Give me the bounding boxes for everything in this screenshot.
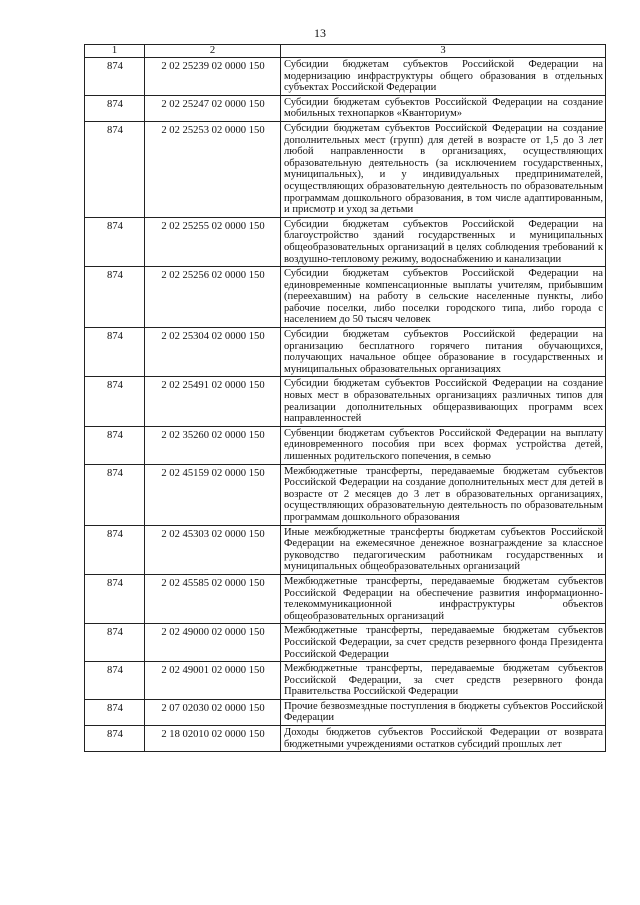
budget-code-cell: 2 02 49001 02 0000 150: [145, 662, 281, 700]
table-row: [85, 662, 606, 700]
budget-code-cell: 2 02 25491 02 0000 150: [145, 377, 281, 426]
column-header-2: 2: [145, 45, 281, 58]
admin-code-cell: 874: [85, 699, 145, 725]
table-row: [85, 624, 606, 662]
admin-code-cell: 874: [85, 328, 145, 377]
budget-code-cell: 2 02 45303 02 0000 150: [145, 525, 281, 574]
table-row: [85, 464, 606, 525]
admin-code-cell: 874: [85, 95, 145, 121]
column-header-3: 3: [281, 45, 606, 58]
revenue-codes-table: [84, 44, 606, 752]
table-row: [85, 121, 606, 217]
budget-code-cell: 2 02 25239 02 0000 150: [145, 58, 281, 96]
revenue-name-cell: Доходы бюджетов субъектов Российской Федерации от возврата бюджетными учреждениями остатков субсидий прошлых лет: [281, 726, 606, 752]
revenue-name-cell: Субсидии бюджетам субъектов Российской Федерации на создание мобильных технопарков «Кванториум»: [281, 95, 606, 121]
budget-code-cell: 2 02 25247 02 0000 150: [145, 95, 281, 121]
budget-code-cell: 2 02 49000 02 0000 150: [145, 624, 281, 662]
revenue-name-cell: Межбюджетные трансферты, передаваемые бюджетам субъектов Российской Федерации, за счет средств резервного фонда Президента Российской Федерации: [281, 624, 606, 662]
table-row: [85, 574, 606, 623]
revenue-name-cell: Субсидии бюджетам субъектов Российской Федерации на благоустройство зданий государственных и муниципальных общеобразовательных организаций в целях соблюдения требований к воздушно-тепловому режиму, водоснабжению и канализации: [281, 217, 606, 266]
table-row: [85, 95, 606, 121]
revenue-name-cell: Субсидии бюджетам субъектов Российской Федерации на модернизацию инфраструктуры общего образования в отдельных субъектах Российской Федерации: [281, 58, 606, 96]
budget-code-cell: 2 02 25304 02 0000 150: [145, 328, 281, 377]
admin-code-cell: 874: [85, 121, 145, 217]
table-row: [85, 726, 606, 752]
admin-code-cell: 874: [85, 267, 145, 328]
budget-code-cell: 2 02 35260 02 0000 150: [145, 426, 281, 464]
table-row: [85, 699, 606, 725]
admin-code-cell: 874: [85, 58, 145, 96]
revenue-name-cell: Межбюджетные трансферты, передаваемые бюджетам субъектов Российской Федерации на создание дополнительных мест для детей в возрасте от 2 месяцев до 3 лет в образовательных организациях, осуществляющих образовательную деятельность по образовательным программам дошкольного образования: [281, 464, 606, 525]
revenue-name-cell: Субсидии бюджетам субъектов Российской Федерации на единовременные компенсационные выплаты учителям, прибывшим (переехавшим) на работу в сельские населенные пункты, либо рабочие поселки, либо поселки городского типа, либо города с населением до 50 тысяч человек: [281, 267, 606, 328]
admin-code-cell: 874: [85, 464, 145, 525]
table-row: [85, 267, 606, 328]
table-row: [85, 426, 606, 464]
table-row: [85, 525, 606, 574]
revenue-name-cell: Межбюджетные трансферты, передаваемые бюджетам субъектов Российской Федерации на обеспечение развития информационно-телекоммуникационной инфраструктуры объектов общеобразовательных организаций: [281, 574, 606, 623]
budget-code-cell: 2 07 02030 02 0000 150: [145, 699, 281, 725]
table-header-row: [85, 45, 606, 58]
admin-code-cell: 874: [85, 525, 145, 574]
table-row: [85, 328, 606, 377]
budget-code-cell: 2 02 45159 02 0000 150: [145, 464, 281, 525]
column-header-1: 1: [85, 45, 145, 58]
budget-code-cell: 2 02 25253 02 0000 150: [145, 121, 281, 217]
budget-code-cell: 2 02 25255 02 0000 150: [145, 217, 281, 266]
admin-code-cell: 874: [85, 217, 145, 266]
table-row: [85, 58, 606, 96]
budget-code-cell: 2 02 45585 02 0000 150: [145, 574, 281, 623]
admin-code-cell: 874: [85, 574, 145, 623]
admin-code-cell: 874: [85, 426, 145, 464]
table-row: [85, 217, 606, 266]
revenue-name-cell: Субвенции бюджетам субъектов Российской Федерации на выплату единовременного пособия при всех формах устройства детей, лишенных родительского попечения, в семью: [281, 426, 606, 464]
revenue-name-cell: Иные межбюджетные трансферты бюджетам субъектов Российской Федерации на ежемесячное денежное вознаграждение за классное руководство педагогическим работникам государственных и муниципальных общеобразовательных организаций: [281, 525, 606, 574]
admin-code-cell: 874: [85, 662, 145, 700]
admin-code-cell: 874: [85, 624, 145, 662]
revenue-name-cell: Субсидии бюджетам субъектов Российской федерации на организацию бесплатного горячего питания обучающихся, получающих начальное общее образование в государственных и муниципальных образовательных организациях: [281, 328, 606, 377]
revenue-name-cell: Прочие безвозмездные поступления в бюджеты субъектов Российской Федерации: [281, 699, 606, 725]
admin-code-cell: 874: [85, 726, 145, 752]
revenue-name-cell: Субсидии бюджетам субъектов Российской Федерации на создание новых мест в образовательных организациях различных типов для реализации дополнительных общеразвивающих программ всех направленностей: [281, 377, 606, 426]
budget-code-cell: 2 18 02010 02 0000 150: [145, 726, 281, 752]
table-row: [85, 377, 606, 426]
budget-code-cell: 2 02 25256 02 0000 150: [145, 267, 281, 328]
revenue-name-cell: Межбюджетные трансферты, передаваемые бюджетам субъектов Российской Федерации, за счет средств резервного фонда Правительства Российской Федерации: [281, 662, 606, 700]
page-number: 13: [314, 26, 326, 40]
revenue-name-cell: Субсидии бюджетам субъектов Российской Федерации на создание дополнительных мест (групп) для детей в возрасте от 1,5 до 3 лет любой направленности в организациях, осуществляющих образовательную деятельность (за исключением государственных, муниципальных), и у индивидуальных предпринимателей, осуществляющих образовательную деятельность по образовательным программам дошкольного образования, в том числе адаптированным, и присмотр и уход за детьми: [281, 121, 606, 217]
admin-code-cell: 874: [85, 377, 145, 426]
